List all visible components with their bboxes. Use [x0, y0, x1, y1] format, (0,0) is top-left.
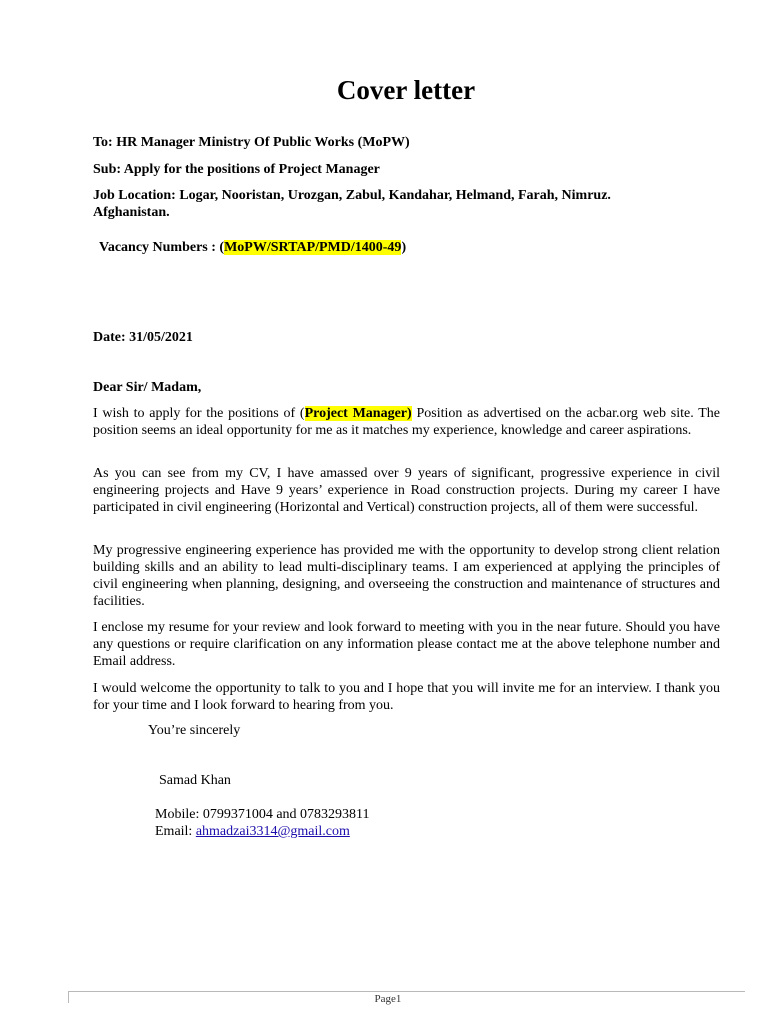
footer-rule [68, 991, 745, 992]
email-label: Email: [155, 824, 196, 839]
paragraph-1 [93, 405, 720, 439]
recipient-line: To: HR Manager Ministry Of Public Works (MoPW) [93, 135, 410, 150]
vacancy-close: ) [401, 240, 407, 255]
paragraph-1-end: Position as advertised on the acbar.org web site. The position seems an ideal opportunity for me as it matches my experience, knowledge and career aspirations. [93, 406, 721, 438]
vacancy-line [99, 239, 729, 256]
vacancy-label: Vacancy Numbers : ( [99, 240, 225, 255]
paragraph-3: My progressive engineering experience has provided me with the opportunity to develop strong client relation building skills and an ability to lead multi-disciplinary teams. I am experienced at applying the principles of civil engineering when planning, designing, and overseeing the construction and maintenance of structures and facilities. [93, 543, 720, 609]
vacancy-number: MoPW/SRTAP/PMD/1400-49 [224, 240, 402, 255]
paragraph-5: I would welcome the opportunity to talk to you and I hope that you will invite me for an interview. I thank you for your time and I look forward to hearing from you. [93, 681, 720, 713]
signer-name: Samad Khan [159, 773, 231, 788]
closing-line: You’re sincerely [148, 723, 241, 738]
subject-line: Sub: Apply for the positions of Project Manager [93, 162, 380, 177]
position-highlight: Project Manager) [304, 406, 412, 421]
job-location-line: Job Location: Logar, Nooristan, Urozgan, Zabul, Kandahar, Helmand, Farah, Nimruz. [93, 188, 611, 203]
email-line [155, 823, 350, 840]
document-title: Cover letter [336, 75, 476, 105]
job-location-country: Afghanistan. [93, 205, 170, 220]
email-link[interactable]: ahmadzai3314@gmail.com [195, 824, 350, 839]
paragraph-2: As you can see from my CV, I have amassed over 9 years of significant, progressive experience in civil engineering projects and Have 9 years’ experience in Road construction projects. During my career I have participated in civil engineering (Horizontal and Vertical) construction projects, all of them were successful. [93, 466, 720, 515]
salutation: Dear Sir/ Madam, [93, 380, 202, 395]
date-line: Date: 31/05/2021 [93, 330, 193, 345]
paragraph-1-start: I wish to apply for the positions of ( [93, 406, 305, 421]
paragraph-4: I enclose my resume for your review and look forward to meeting with you in the near future. Should you have any questions or require clarification on any information please contact me at the above telephone number and Email address. [93, 620, 720, 669]
mobile-line: Mobile: 0799371004 and 0783293811 [155, 807, 370, 822]
page-number: Page1 [374, 993, 402, 1005]
